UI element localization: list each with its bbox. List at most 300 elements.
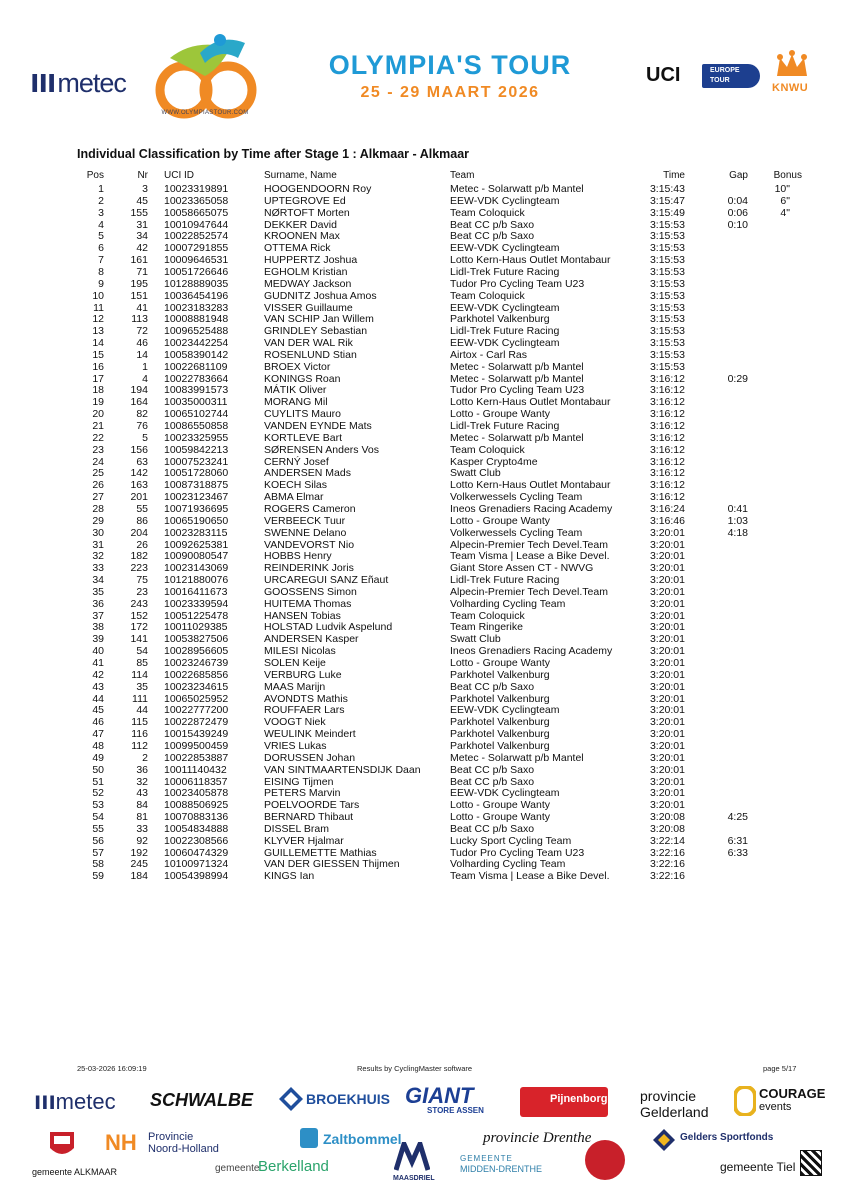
cell-time: 3:20:01 [649,739,685,752]
cell-time: 3:20:01 [649,574,685,587]
cell-uci-id: 10023143069 [164,562,229,575]
cell-gap: 6:33 [727,846,748,859]
cell-name: BROEX Victor [264,360,331,373]
knwu-logo: KNWU [772,82,809,94]
cell-name: ANDERSEN Kasper [264,633,359,646]
cell-uci-id: 10023123467 [164,491,229,504]
table-row [0,777,847,789]
cell-time: 3:20:01 [649,597,685,610]
cell-pos: 5 [98,230,104,243]
cell-team: Team Visma | Lease a Bike Devel. [450,550,610,563]
sponsor-giant: GIANT [405,1083,474,1108]
cell-team: Swatt Club [450,467,501,480]
cell-nr: 184 [130,870,148,883]
sponsor-alkmaar: gemeente ALKMAAR [32,1167,118,1177]
cell-uci-id: 10036454196 [164,289,229,302]
cell-uci-id: 10023183283 [164,301,229,314]
cell-team: Lotto - Groupe Wanty [450,799,550,812]
cell-nr: 201 [130,491,148,504]
cell-pos: 30 [92,526,104,539]
cell-gap: 0:29 [727,372,748,385]
table-row [0,255,847,267]
cell-gap: 6:31 [727,834,748,847]
cell-pos: 8 [98,265,104,278]
cell-nr: 155 [130,206,148,219]
cell-pos: 22 [92,431,104,444]
sponsor-tiel: gemeente Tiel [720,1160,796,1174]
table-row [0,788,847,800]
cell-nr: 156 [130,443,148,456]
table-row [0,765,847,777]
cell-pos: 19 [92,396,104,409]
table-row [0,824,847,836]
cell-nr: 43 [136,787,148,800]
cell-nr: 32 [136,775,148,788]
table-row [0,409,847,421]
cell-uci-id: 10058665075 [164,206,229,219]
cell-time: 3:16:12 [649,420,685,432]
table-row [0,753,847,765]
cell-team: EEW-VDK Cyclingteam [450,194,560,207]
cell-name: EGHOLM Kristian [264,265,348,278]
cell-nr: 142 [130,467,148,480]
cell-team: Alpecin-Premier Tech Devel.Team [450,538,608,551]
cell-pos: 59 [92,870,104,883]
gelders-sportfonds-icon [652,1128,676,1152]
cell-pos: 37 [92,609,104,622]
cell-name: AVONDTS Mathis [264,692,348,705]
cell-team: Giant Store Assen CT - NWVG [450,562,594,575]
cell-team: Volharding Cycling Team [450,597,566,610]
cell-time: 3:20:08 [649,811,685,824]
cell-name: VAN DER GIESSEN Thijmen [264,858,400,871]
cell-pos: 12 [92,313,104,326]
sponsor-midden-drenthe-2: MIDDEN-DRENTHE [460,1164,542,1174]
cell-time: 3:15:53 [649,360,685,373]
cell-nr: 75 [136,574,148,587]
cell-name: MAAS Marijn [264,680,326,693]
table-row [0,220,847,232]
cell-pos: 42 [92,668,104,681]
cell-name: VISSER Guillaume [264,301,353,314]
cell-team: Metec - Solarwatt p/b Mantel [450,360,584,373]
cell-time: 3:16:24 [649,502,685,515]
cell-pos: 25 [92,467,104,480]
cell-name: MEDWAY Jackson [264,277,352,290]
cell-nr: 42 [136,242,148,255]
cell-team: Team Coloquick [450,609,525,622]
event-title: OLYMPIA'S TOUR [328,50,572,80]
cell-time: 3:15:47 [649,194,685,207]
cell-uci-id: 10016411673 [164,585,228,598]
cell-time: 3:16:12 [649,455,685,468]
cell-pos: 52 [92,787,104,800]
uci-logo: UCI [646,64,681,86]
cell-team: Lotto - Groupe Wanty [450,408,550,421]
cell-team: Metec - Solarwatt p/b Mantel [450,372,584,385]
cell-time: 3:16:12 [649,396,685,409]
cell-pos: 36 [92,597,104,610]
table-row [0,208,847,220]
cell-nr: 45 [136,194,148,207]
table-row [0,326,847,338]
cell-time: 3:15:53 [649,301,685,314]
cell-pos: 18 [92,384,104,397]
cell-nr: 85 [136,657,148,669]
cell-team: Volkerwessels Cycling Team [450,491,583,504]
cell-time: 3:20:01 [649,763,685,776]
cell-team: EEW-VDK Cyclingteam [450,337,560,350]
cell-nr: 152 [130,609,148,622]
cell-time: 3:15:53 [649,254,685,267]
cell-team: Team Coloquick [450,206,525,219]
cell-team: Tudor Pro Cycling Team U23 [450,277,585,290]
cell-name: MÁTIK Oliver [264,384,327,397]
table-row [0,694,847,706]
cell-bonus: 6" [780,194,790,207]
cell-team: Lotto - Groupe Wanty [450,514,550,527]
table-row [0,303,847,315]
cell-uci-id: 10022872479 [164,716,229,729]
table-row [0,859,847,871]
cell-time: 3:20:01 [649,775,685,788]
table-row [0,267,847,279]
table-row [0,457,847,469]
table-row [0,646,847,658]
table-row [0,338,847,350]
cell-pos: 48 [92,739,104,752]
print-datetime: 25-03-2026 16:09:19 [77,1064,147,1073]
cell-nr: 44 [136,704,148,717]
table-row [0,291,847,303]
cell-time: 3:15:53 [649,313,685,326]
cell-team: EEW-VDK Cyclingteam [450,301,560,314]
cell-nr: 163 [130,479,148,492]
cell-uci-id: 10035000311 [164,396,228,409]
cell-nr: 204 [130,526,148,539]
cell-pos: 43 [92,680,104,693]
sponsor-gelderland-2: Gelderland [640,1104,709,1120]
cell-pos: 23 [92,443,104,456]
cell-team: Tudor Pro Cycling Team U23 [450,384,585,397]
cell-nr: 1 [142,360,148,373]
cell-pos: 54 [92,811,104,824]
uci-europe-tour-badge: EUROPE TOUR [702,64,760,88]
sponsor-zaltbommel: Zaltbommel [323,1131,402,1147]
cell-team: Parkhotel Valkenburg [450,692,550,705]
table-row [0,362,847,374]
cell-uci-id: 10083991573 [164,384,229,397]
classification-title: Individual Classification by Time after Stage 1 : Alkmaar - Alkmaar [77,147,470,161]
cell-team: Lidl-Trek Future Racing [450,265,560,278]
cell-uci-id: 10128889035 [164,277,229,290]
cell-pos: 47 [92,728,104,741]
cell-pos: 32 [92,550,104,563]
cell-nr: 194 [130,384,148,397]
cell-pos: 33 [92,562,104,575]
cell-name: KLYVER Hjalmar [264,834,344,847]
cell-time: 3:16:12 [649,384,685,397]
cell-uci-id: 10051728060 [164,467,229,480]
cell-bonus: 4" [780,206,790,219]
cell-name: EISING Tijmen [264,775,334,788]
cell-time: 3:20:01 [649,668,685,681]
cell-nr: 72 [136,325,148,338]
cell-gap: 1:03 [727,514,748,527]
cell-name: ROGERS Cameron [264,502,356,515]
cell-nr: 111 [132,692,148,705]
event-dates: 25 - 29 MAART 2026 [360,84,540,101]
table-row [0,314,847,326]
cell-pos: 27 [92,491,104,504]
table-row [0,563,847,575]
table-row [0,717,847,729]
cell-uci-id: 10090080547 [164,550,229,563]
cell-name: KORTLEVE Bart [264,431,343,444]
cell-team: Lotto Kern-Haus Outlet Montabaur [450,396,611,409]
cell-name: GRINDLEY Sebastian [264,325,368,338]
cell-uci-id: 10054834888 [164,822,229,835]
cell-team: Beat CC p/b Saxo [450,763,535,776]
table-row [0,551,847,563]
cell-uci-id: 10023339594 [164,597,229,610]
cell-pos: 39 [92,633,104,646]
cell-name: KOECH Silas [264,479,328,492]
cell-nr: 33 [136,822,148,835]
cell-team: Volkerwessels Cycling Team [450,526,583,539]
table-row [0,480,847,492]
table-row [0,243,847,255]
cell-time: 3:20:01 [649,621,685,634]
table-row [0,196,847,208]
cell-team: Parkhotel Valkenburg [450,313,550,326]
cell-uci-id: 10023319891 [164,183,229,195]
cell-nr: 141 [130,633,148,646]
drenthe-cycling-badge-icon [585,1140,625,1180]
cell-pos: 55 [92,822,104,835]
cell-nr: 31 [136,218,148,231]
cell-time: 3:15:53 [649,218,685,231]
sponsor-giant-sub: STORE ASSEN [427,1106,484,1115]
cell-pos: 41 [92,657,104,669]
cell-uci-id: 10023405878 [164,787,229,800]
zaltbommel-icon [298,1126,320,1150]
sponsor-gelders-sportfonds: Gelders Sportfonds [680,1132,774,1143]
cell-team: Alpecin-Premier Tech Devel.Team [450,585,608,598]
cell-name: VERBURG Luke [264,668,342,681]
cell-team: Metec - Solarwatt p/b Mantel [450,751,584,764]
cell-time: 3:16:12 [649,431,685,444]
cell-name: SWENNE Delano [264,526,347,539]
cell-uci-id: 10060474329 [164,846,229,859]
cell-pos: 16 [92,360,104,373]
cell-name: WEULINK Meindert [264,728,356,741]
cell-pos: 1 [98,183,104,195]
sponsor-berkelland-1: gemeente [215,1163,260,1174]
cell-uci-id: 10096525488 [164,325,229,338]
sponsor-drenthe: provincie Drenthe [483,1130,592,1146]
cell-pos: 40 [92,645,104,658]
cell-name: KONINGS Roan [264,372,341,385]
cell-pos: 51 [92,775,104,788]
cell-gap: 0:04 [727,194,748,207]
cell-time: 3:22:16 [649,858,685,871]
cell-time: 3:15:53 [649,337,685,350]
cell-pos: 13 [92,325,104,338]
cell-team: Kasper Crypto4me [450,455,538,468]
header-nr: Nr [137,170,148,181]
cell-name: GUDNITZ Joshua Amos [264,289,377,302]
cell-name: VANDEN EYNDE Mats [264,420,372,432]
cell-nr: 14 [136,348,148,361]
page-number: page 5/17 [763,1064,797,1073]
cell-nr: 76 [136,420,148,432]
cell-name: ROUFFAER Lars [264,704,345,717]
cell-team: Parkhotel Valkenburg [450,668,550,681]
cell-uci-id: 10053827506 [164,633,229,646]
software-credit: Results by CyclingMaster software [357,1064,473,1073]
cell-team: Lidl-Trek Future Racing [450,420,560,432]
cell-team: Swatt Club [450,633,501,646]
cell-uci-id: 10007523241 [164,455,229,468]
cell-pos: 34 [92,574,104,587]
cell-pos: 14 [92,337,104,350]
cell-pos: 35 [92,585,104,598]
cell-nr: 82 [136,408,148,421]
cell-nr: 92 [136,834,148,847]
table-row [0,599,847,611]
cell-team: Tudor Pro Cycling Team U23 [450,846,585,859]
cell-nr: 84 [136,799,148,812]
cell-team: Metec - Solarwatt p/b Mantel [450,431,584,444]
header-time: Time [663,170,685,181]
cell-uci-id: 10023365058 [164,194,229,207]
cell-nr: 223 [130,562,148,575]
cell-nr: 3 [142,183,148,195]
cell-name: VAN SCHIP Jan Willem [264,313,374,326]
cell-nr: 41 [136,301,148,314]
cell-time: 3:16:12 [649,491,685,504]
sponsor-broekhuis: BROEKHUIS [306,1091,391,1107]
cell-team: Lotto - Groupe Wanty [450,657,550,669]
cell-pos: 50 [92,763,104,776]
cell-time: 3:15:53 [649,242,685,255]
cell-nr: 63 [136,455,148,468]
cell-time: 3:20:01 [649,562,685,575]
cell-team: Ineos Grenadiers Racing Academy [450,645,613,658]
table-row [0,445,847,457]
cell-nr: 195 [130,277,148,290]
cell-time: 3:20:01 [649,657,685,669]
header-uci-id: UCI ID [164,170,194,181]
cell-name: DEKKER David [264,218,337,231]
cell-uci-id: 10022685856 [164,668,229,681]
cell-team: Lotto Kern-Haus Outlet Montabaur [450,479,611,492]
cell-nr: 86 [136,514,148,527]
cell-time: 3:16:12 [649,479,685,492]
cell-pos: 26 [92,479,104,492]
cell-nr: 161 [130,254,148,267]
cell-pos: 3 [98,206,104,219]
cell-name: ABMA Elmar [264,491,324,504]
cell-name: VAN DER WAL Rik [264,337,353,350]
cell-pos: 20 [92,408,104,421]
cell-name: VAN SINTMAARTENSDIJK Daan [264,763,421,776]
cell-uci-id: 10088506925 [164,799,229,812]
cell-pos: 58 [92,858,104,871]
cell-nr: 192 [130,846,148,859]
cell-uci-id: 10059842213 [164,443,229,456]
cell-team: Team Coloquick [450,443,525,456]
cell-pos: 7 [98,254,104,267]
cell-nr: 81 [136,811,148,824]
cell-name: MORANG Mil [264,396,328,409]
cell-time: 3:15:53 [649,265,685,278]
cell-time: 3:16:12 [649,372,685,385]
cell-pos: 2 [98,194,104,207]
cell-uci-id: 10006118357 [164,775,228,788]
sponsor-maasdriel: MAASDRIEL [393,1175,435,1182]
cell-uci-id: 10071936695 [164,502,229,515]
cell-pos: 57 [92,846,104,859]
cell-uci-id: 10022853887 [164,751,229,764]
cell-time: 3:22:16 [649,846,685,859]
cell-gap: 0:41 [727,502,748,515]
cell-name: REINDERINK Joris [264,562,354,575]
cell-name: UPTEGROVE Ed [264,194,346,207]
table-row [0,468,847,480]
cell-team: Beat CC p/b Saxo [450,775,535,788]
cell-uci-id: 10007291855 [164,242,229,255]
cell-pos: 17 [92,372,104,385]
tiel-coat-of-arms-icon [800,1150,822,1176]
cell-name: BERNARD Thibaut [264,811,354,824]
cell-nr: 5 [142,431,148,444]
sponsor-pijnenborg: Pijnenborg [550,1093,608,1105]
cell-time: 3:15:53 [649,289,685,302]
maasdriel-icon [394,1142,430,1172]
cell-uci-id: 10092625381 [164,538,229,551]
sponsor-schwalbe: SCHWALBE [150,1090,253,1110]
table-row [0,682,847,694]
cell-uci-id: 10058390142 [164,348,229,361]
table-row [0,611,847,623]
cell-nr: 243 [130,597,148,610]
sponsor-metec: ııımetec [34,1085,116,1115]
cell-nr: 2 [142,751,148,764]
cell-nr: 26 [136,538,148,551]
table-row [0,184,847,196]
cell-pos: 38 [92,621,104,634]
table-row [0,622,847,634]
cell-team: EEW-VDK Cyclingteam [450,242,560,255]
cell-uci-id: 10023283115 [164,526,228,539]
cell-time: 3:15:53 [649,325,685,338]
sponsor-courage-2: events [759,1101,792,1113]
table-row [0,504,847,516]
cell-team: Ineos Grenadiers Racing Academy [450,502,613,515]
cell-time: 3:15:53 [649,277,685,290]
cell-time: 3:20:01 [649,704,685,717]
cell-name: VOOGT Niek [264,716,326,729]
cell-pos: 10 [92,289,104,302]
cell-name: HOLSTAD Ludvik Aspelund [264,621,393,634]
cell-time: 3:20:01 [649,609,685,622]
sponsor-courage-1: COURAGE [759,1086,826,1101]
table-row [0,705,847,717]
header-pos: Pos [86,170,104,181]
cell-name: HOOGENDOORN Roy [264,183,372,195]
